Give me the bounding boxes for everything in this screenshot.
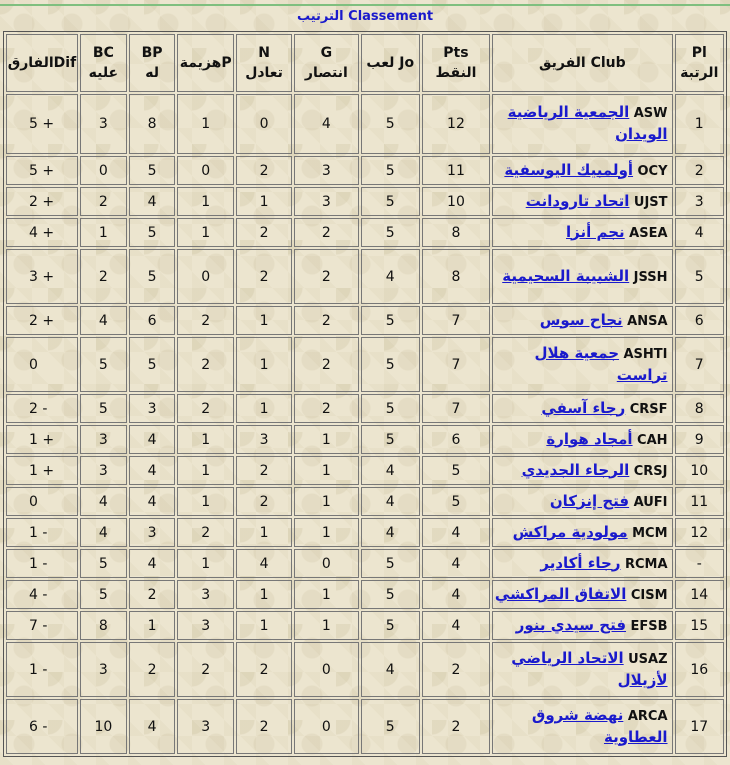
cell-pts: 4 [422, 580, 490, 609]
club-link[interactable]: فتح إنزكان [549, 491, 630, 510]
col-header-dif-label: الفارقDif [7, 55, 77, 71]
club-code: UJST [633, 194, 668, 210]
col-header-n-sublabel: تعادل [245, 65, 283, 81]
cell-club [492, 518, 672, 547]
cell-rank: 12 [675, 518, 724, 547]
col-header-g [294, 34, 359, 92]
cell-bc: 1 [80, 218, 127, 247]
cell-jo: 5 [361, 699, 420, 754]
cell-rank: 11 [675, 487, 724, 516]
cell-n: 1 [236, 518, 292, 547]
cell-g: 1 [294, 518, 359, 547]
cell-g: 1 [294, 425, 359, 454]
cell-jo: 5 [361, 425, 420, 454]
cell-rank: 2 [675, 156, 724, 185]
cell-n: 1 [236, 394, 292, 423]
cell-jo: 5 [361, 156, 420, 185]
club-link[interactable]: رجاء آسفي [541, 398, 626, 417]
cell-pts: 6 [422, 425, 490, 454]
cell-bp: 4 [129, 549, 175, 578]
cell-dif: 1 + [6, 425, 78, 454]
col-header-pl-label: Pl [691, 45, 707, 61]
club-code: ANSA [627, 313, 668, 329]
cell-p: 1 [177, 218, 234, 247]
cell-bp: 6 [129, 306, 175, 335]
cell-pts: 11 [422, 156, 490, 185]
cell-g: 1 [294, 487, 359, 516]
table-row [6, 611, 724, 640]
cell-rank: 8 [675, 394, 724, 423]
col-header-n [236, 34, 292, 92]
cell-bc: 8 [80, 611, 127, 640]
cell-dif: 5 + [6, 156, 78, 185]
table-row [6, 94, 724, 154]
cell-club [492, 218, 672, 247]
col-header-bp-label: BP [141, 45, 163, 61]
col-header-club [492, 34, 672, 92]
club-code: AUFI [633, 494, 668, 510]
club-link[interactable]: الشبيبة السحيمية [502, 266, 630, 285]
cell-pts: 2 [422, 642, 490, 697]
cell-rank: 3 [675, 187, 724, 216]
table-row [6, 549, 724, 578]
cell-dif: 1 - [6, 642, 78, 697]
cell-bc: 5 [80, 337, 127, 392]
cell-jo: 5 [361, 580, 420, 609]
cell-rank: 10 [675, 456, 724, 485]
cell-g: 2 [294, 394, 359, 423]
cell-p: 3 [177, 580, 234, 609]
cell-club [492, 394, 672, 423]
cell-jo: 4 [361, 456, 420, 485]
club-code: JSSH [633, 269, 668, 285]
cell-bp: 2 [129, 580, 175, 609]
cell-p: 1 [177, 487, 234, 516]
cell-jo: 5 [361, 306, 420, 335]
cell-jo: 5 [361, 187, 420, 216]
cell-rank: 4 [675, 218, 724, 247]
table-row [6, 306, 724, 335]
cell-pts: 5 [422, 456, 490, 485]
club-code: ASW [633, 106, 668, 121]
club-code: ASHTI [623, 346, 668, 362]
cell-n: 1 [236, 306, 292, 335]
cell-n: 1 [236, 580, 292, 609]
col-header-bp [129, 34, 175, 92]
cell-p: 0 [177, 156, 234, 185]
cell-bc: 0 [80, 156, 127, 185]
cell-pts: 4 [422, 518, 490, 547]
cell-pts: 8 [422, 249, 490, 304]
table-row [6, 337, 724, 392]
cell-g: 3 [294, 156, 359, 185]
top-divider [0, 0, 730, 6]
cell-dif: 0 [6, 487, 78, 516]
club-code: MCM [632, 525, 668, 541]
cell-bp: 4 [129, 456, 175, 485]
cell-dif: 1 + [6, 456, 78, 485]
club-code: CISM [630, 587, 668, 603]
cell-p: 1 [177, 425, 234, 454]
col-header-bc-sublabel: عليه [88, 65, 119, 81]
club-code: CRSJ [633, 463, 668, 479]
cell-bc: 3 [80, 94, 127, 154]
cell-club [492, 580, 672, 609]
cell-n: 2 [236, 456, 292, 485]
cell-pts: 4 [422, 549, 490, 578]
cell-club [492, 94, 672, 154]
cell-club [492, 249, 672, 304]
cell-bp: 3 [129, 394, 175, 423]
cell-bp: 4 [129, 187, 175, 216]
cell-bc: 2 [80, 187, 127, 216]
cell-pts: 5 [422, 487, 490, 516]
cell-jo: 5 [361, 611, 420, 640]
cell-g: 3 [294, 187, 359, 216]
cell-n: 1 [236, 337, 292, 392]
cell-p: 1 [177, 187, 234, 216]
cell-bp: 4 [129, 699, 175, 754]
cell-jo: 5 [361, 94, 420, 154]
cell-bc: 3 [80, 642, 127, 697]
col-header-p [177, 34, 234, 92]
cell-g: 0 [294, 549, 359, 578]
col-header-g-sublabel: انتصار [304, 65, 348, 81]
cell-club [492, 156, 672, 185]
standings-table [3, 31, 727, 757]
cell-dif: 4 - [6, 580, 78, 609]
club-code: OCY [637, 163, 668, 179]
table-row [6, 487, 724, 516]
club-link[interactable]: أمجاد هوارة [546, 429, 633, 448]
cell-rank: 9 [675, 425, 724, 454]
col-header-pts-label: Pts [443, 45, 469, 61]
col-header-pl [675, 34, 724, 92]
cell-n: 2 [236, 156, 292, 185]
cell-n: 2 [236, 218, 292, 247]
table-row [6, 642, 724, 697]
cell-bc: 2 [80, 249, 127, 304]
cell-pts: 12 [422, 94, 490, 154]
club-link[interactable]: نجاح سوس [539, 310, 623, 329]
cell-bc: 5 [80, 549, 127, 578]
cell-g: 1 [294, 580, 359, 609]
cell-club [492, 487, 672, 516]
cell-jo: 4 [361, 518, 420, 547]
club-link[interactable]: الرجاء الجديدي [521, 460, 630, 479]
cell-p: 2 [177, 518, 234, 547]
cell-jo: 5 [361, 218, 420, 247]
col-header-bc-label: BC [92, 45, 114, 61]
cell-g: 0 [294, 699, 359, 754]
cell-bp: 3 [129, 518, 175, 547]
club-link[interactable]: نجم أنزا [566, 222, 625, 241]
col-header-p-label: هزيمةP [179, 55, 232, 71]
cell-bp: 5 [129, 249, 175, 304]
cell-n: 2 [236, 249, 292, 304]
cell-bc: 4 [80, 306, 127, 335]
cell-p: 2 [177, 394, 234, 423]
cell-g: 4 [294, 94, 359, 154]
cell-bp: 5 [129, 337, 175, 392]
cell-n: 0 [236, 94, 292, 154]
table-row [6, 394, 724, 423]
table-row [6, 580, 724, 609]
cell-p: 0 [177, 249, 234, 304]
club-link[interactable]: مولودية مراكش [512, 522, 628, 541]
cell-p: 1 [177, 549, 234, 578]
cell-p: 3 [177, 699, 234, 754]
club-link[interactable]: الاتفاق المراكشي [494, 584, 627, 603]
cell-bp: 5 [129, 156, 175, 185]
club-link[interactable]: رجاء أكادير [540, 553, 621, 572]
cell-bc: 4 [80, 518, 127, 547]
cell-jo: 4 [361, 249, 420, 304]
table-row [6, 425, 724, 454]
cell-dif: 7 - [6, 611, 78, 640]
col-header-g-label: G [320, 45, 333, 61]
cell-p: 3 [177, 611, 234, 640]
cell-dif: 1 - [6, 549, 78, 578]
table-row [6, 249, 724, 304]
cell-jo: 5 [361, 549, 420, 578]
cell-rank: 6 [675, 306, 724, 335]
club-link[interactable]: الاتحاد الرياضي لأزيلال [511, 648, 668, 689]
col-header-pts [422, 34, 490, 92]
cell-dif: 5 + [6, 94, 78, 154]
cell-p: 1 [177, 456, 234, 485]
cell-bc: 3 [80, 456, 127, 485]
cell-club [492, 337, 672, 392]
cell-dif: 1 - [6, 518, 78, 547]
club-link[interactable]: الجمعية الرياضية الويدان [507, 103, 668, 143]
cell-pts: 10 [422, 187, 490, 216]
col-header-club-label: الفريق Club [538, 55, 626, 71]
col-header-jo-label: لعب Jo [366, 55, 415, 71]
col-header-pts-sublabel: النقط [435, 65, 477, 81]
cell-pts: 7 [422, 394, 490, 423]
page-title: الترتيب Classement [296, 9, 434, 24]
table-row [6, 156, 724, 185]
club-code: RCMA [624, 556, 668, 572]
cell-pts: 8 [422, 218, 490, 247]
cell-bp: 8 [129, 94, 175, 154]
cell-p: 2 [177, 306, 234, 335]
cell-n: 4 [236, 549, 292, 578]
cell-n: 3 [236, 425, 292, 454]
cell-p: 2 [177, 642, 234, 697]
cell-rank: 16 [675, 642, 724, 697]
cell-n: 1 [236, 611, 292, 640]
cell-bp: 4 [129, 487, 175, 516]
cell-pts: 4 [422, 611, 490, 640]
cell-jo: 5 [361, 337, 420, 392]
club-code: ARCA [627, 708, 668, 724]
club-code: CAH [637, 432, 668, 448]
club-link[interactable]: فتح سيدي بنور [515, 615, 627, 634]
cell-dif: 0 [6, 337, 78, 392]
cell-pts: 7 [422, 306, 490, 335]
cell-club [492, 549, 672, 578]
header-row [6, 34, 724, 92]
table-row [6, 218, 724, 247]
cell-club [492, 306, 672, 335]
table-row [6, 187, 724, 216]
cell-n: 2 [236, 699, 292, 754]
cell-g: 2 [294, 249, 359, 304]
cell-g: 0 [294, 642, 359, 697]
club-code: CRSF [629, 401, 668, 417]
cell-dif: 6 - [6, 699, 78, 754]
cell-club [492, 425, 672, 454]
cell-g: 1 [294, 611, 359, 640]
cell-bc: 10 [80, 699, 127, 754]
table-row [6, 518, 724, 547]
cell-pts: 2 [422, 699, 490, 754]
cell-g: 1 [294, 456, 359, 485]
cell-g: 2 [294, 218, 359, 247]
cell-rank: 1 [675, 94, 724, 154]
cell-p: 1 [177, 94, 234, 154]
cell-rank: 7 [675, 337, 724, 392]
cell-dif: 3 + [6, 249, 78, 304]
cell-dif: 2 + [6, 187, 78, 216]
col-header-jo [361, 34, 420, 92]
cell-g: 2 [294, 306, 359, 335]
cell-jo: 4 [361, 642, 420, 697]
cell-jo: 4 [361, 487, 420, 516]
cell-club [492, 699, 672, 754]
table-row [6, 699, 724, 754]
cell-rank: 17 [675, 699, 724, 754]
cell-bp: 1 [129, 611, 175, 640]
cell-dif: 2 + [6, 306, 78, 335]
col-header-bp-sublabel: له [145, 65, 159, 81]
cell-bc: 5 [80, 580, 127, 609]
club-link[interactable]: جمعية هلال تراست [534, 343, 668, 384]
club-code: USAZ [628, 651, 668, 667]
cell-bp: 2 [129, 642, 175, 697]
club-link[interactable]: نهضة شروق العطاوية [531, 705, 668, 746]
cell-jo: 5 [361, 394, 420, 423]
cell-bc: 4 [80, 487, 127, 516]
cell-n: 2 [236, 642, 292, 697]
club-code: EFSB [630, 618, 668, 634]
cell-p: 2 [177, 337, 234, 392]
cell-rank: 15 [675, 611, 724, 640]
cell-g: 2 [294, 337, 359, 392]
cell-dif: 4 + [6, 218, 78, 247]
cell-club [492, 642, 672, 697]
cell-club [492, 611, 672, 640]
cell-club [492, 187, 672, 216]
col-header-n-label: N [258, 45, 270, 61]
cell-rank: 5 [675, 249, 724, 304]
cell-bc: 3 [80, 425, 127, 454]
cell-bp: 5 [129, 218, 175, 247]
club-link[interactable]: اتحاد تارودانت [525, 191, 630, 210]
cell-n: 1 [236, 187, 292, 216]
cell-club [492, 456, 672, 485]
col-header-dif [6, 34, 78, 92]
cell-rank: - [675, 549, 724, 578]
cell-bc: 5 [80, 394, 127, 423]
col-header-bc [80, 34, 127, 92]
table-row [6, 456, 724, 485]
col-header-pl-sublabel: الرتبة [680, 65, 719, 81]
club-code: ASEA [629, 225, 668, 241]
cell-dif: 2 - [6, 394, 78, 423]
club-link[interactable]: أولمبيك اليوسفية [504, 160, 634, 179]
cell-bp: 4 [129, 425, 175, 454]
cell-rank: 14 [675, 580, 724, 609]
cell-pts: 7 [422, 337, 490, 392]
cell-n: 2 [236, 487, 292, 516]
